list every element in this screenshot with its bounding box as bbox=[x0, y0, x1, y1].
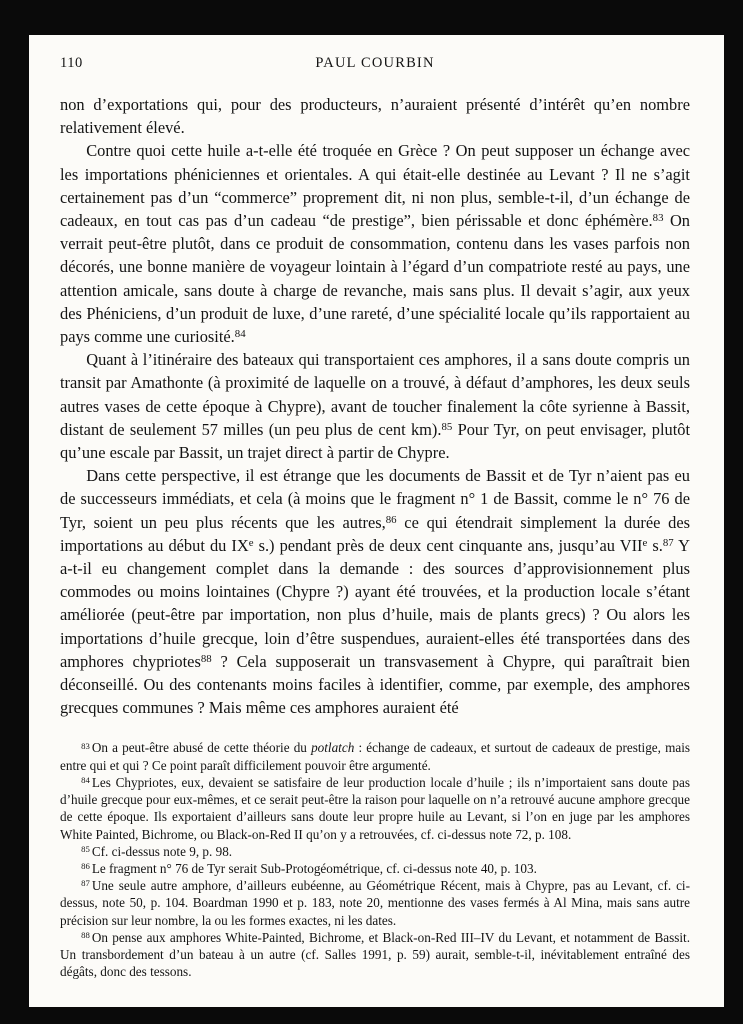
footnote-ref: 88 bbox=[200, 653, 212, 666]
text-run: On pense aux amphores White-Painted, Bichrome, et Black-on-Red III–IV du Levant, et notamment de Bassit. Un transbordement d’un bateau à un autre (cf. Salles 1991, p. 59) aurait, semble-t-il, inévitablement entraîné des dégâts, donc des tessons. bbox=[60, 929, 690, 980]
text-run: Dans cette perspective, il est étrange que les documents de Bassit et de Tyr n’aient pas eu de successeurs immédiats, et cela (à moins que le fragment n° 1 de Bassit, comme le n° 76 de Tyr, soient un peu plus récents que les autres, bbox=[60, 466, 690, 532]
document-page bbox=[29, 35, 724, 1007]
footnote bbox=[60, 929, 690, 981]
text-run: s. bbox=[647, 535, 663, 555]
text-run: ce qui étendrait simplement la durée des importations au début du IX bbox=[60, 512, 690, 555]
text-run: non d’exportations qui, pour des producteurs, n’auraient présenté d’intérêt qu’en nombre relativement élevé. bbox=[60, 95, 690, 138]
text-run: Une seule autre amphore, d’ailleurs eubéenne, au Géométrique Récent, mais à Chypre, pas au Levant, cf. ci-dessus, note 50, p. 104. Boardman 1990 et p. 183, note 20, mentionne des vases fermés à Al Mina, mais sans autre précision sur leur nombre, la ou les formes exactes, ni les dates. bbox=[60, 878, 690, 928]
text-run: On verrait peut-être plutôt, dans ce produit de consommation, contenu dans les vases parfois non décorés, une bonne manière de voyageur lointain à l’égard d’un compatriote resté au pays, une attention amicale, sans doute à charge de revanche, mais sans plus. Il devait s’agir, aux yeux des Phéniciens, d’un produit de luxe, d’une rareté, d’une spécialité locale qu’ils rapportaient au pays comme une curiosité. bbox=[60, 211, 690, 347]
footnote-ref: 84 bbox=[234, 328, 246, 341]
footnote-ref: 85 bbox=[81, 843, 90, 854]
body-paragraph bbox=[60, 464, 690, 719]
footnote-ref: 87 bbox=[662, 537, 674, 549]
italic-text: potlatch bbox=[311, 740, 355, 756]
footnote-ref: 88 bbox=[81, 929, 90, 940]
footnote-ref: 83 bbox=[81, 740, 90, 751]
text-run: Pour Tyr, on peut envisager, plutôt qu’une escale par Bassit, un trajet direct à partir de Chypre. bbox=[60, 419, 690, 463]
footnote-ref: 87 bbox=[81, 878, 90, 889]
text-run: Y a-t-il eu changement complet dans la demande : des sources d’approvisionnement plus commodes ou moins lointaines (Chypre ?) ayant été trouvées, et la production locale s’étant améliorée (peut-être par importation, non plus d’huile, mais de plants grecs) ? Ou alors les importations d’huile grecque, loin d’être suspendues, auraient-elles été transportées dans des amphores chypriotes bbox=[60, 535, 690, 671]
text-run: s.) pendant près de deux cent cinquante ans, jusqu’au VII bbox=[253, 535, 643, 555]
footnote-ref: e bbox=[642, 537, 648, 549]
footnotes-section bbox=[60, 739, 690, 980]
running-header bbox=[60, 55, 690, 77]
footnote bbox=[60, 860, 690, 877]
text-run: Les Chypriotes, eux, devaient se satisfaire de leur production locale d’huile ; ils n’importaient sans doute pas d’huile grecque pour eux-mêmes, et ce serait peut-être la raison pour laquelle on n’a retrouvé aucune amphore grecque de cette époque. Ils exportaient d’ailleurs sans doute leur propre huile au Levant, si l’on en juge par les amphores White Painted, Bichrome, ou Black-on-Red II qu’on y a retrouvées, cf. ci-dessus note 72, p. 108. bbox=[60, 774, 690, 842]
footnote bbox=[60, 739, 690, 773]
footnote bbox=[60, 843, 690, 860]
body-paragraph bbox=[60, 139, 690, 348]
text-run: Quant à l’itinéraire des bateaux qui transportaient ces amphores, il a sans doute compris un transit par Amathonte (à proximité de laquelle on a trouvé, à défaut d’amphores, les deux seuls autres vases de cette époque à Chypre), avant de toucher finalement la côte syrienne à Bassit, distant de seulement 57 milles (un peu plus de cent km). bbox=[60, 350, 690, 439]
footnote-ref: 86 bbox=[385, 513, 397, 526]
text-run: Le fragment n° 76 de Tyr serait Sub-Protogéométrique, cf. ci-dessus note 40, p. 103. bbox=[91, 860, 537, 876]
page-number: 110 bbox=[60, 55, 83, 71]
body-paragraph bbox=[60, 348, 690, 464]
footnote bbox=[60, 774, 690, 843]
text-run: On a peut-être abusé de cette théorie du bbox=[91, 740, 312, 756]
footnote-ref: 84 bbox=[81, 774, 90, 785]
footnote-ref: 85 bbox=[441, 420, 453, 433]
body-text bbox=[60, 93, 690, 719]
text-run: : échange de cadeaux, et surtout de cadeaux de prestige, mais entre qui et qui ? Ce point paraît difficilement pouvoir être argumenté. bbox=[60, 740, 690, 773]
text-run: ? Cela supposerait un transvasement à Chypre, qui paraîtrait bien déconseillé. Ou des contenants moins faciles à identifier, comme, par exemple, des amphores grecques communes ? Mais même ces amphores auraient été bbox=[60, 651, 690, 718]
text-run: Cf. ci-dessus note 9, p. 98. bbox=[91, 843, 233, 859]
footnote bbox=[60, 877, 690, 929]
footnote-ref: e bbox=[248, 537, 254, 549]
footnote-ref: 86 bbox=[81, 861, 90, 871]
footnote-ref: 83 bbox=[652, 212, 664, 225]
running-head-title: PAUL COURBIN bbox=[315, 55, 435, 71]
text-run: Contre quoi cette huile a-t-elle été troquée en Grèce ? On peut supposer un échange avec les importations phéniciennes et orientales. A qui était-elle destinée au Levant ? Il ne s’agit certainement pas d’un “commerce” proprement dit, ni non plus, semble-t-il, d’un échange de cadeaux, en tout cas pas d’un cadeau “de prestige”, bien périssable et donc éphémère. bbox=[60, 141, 690, 231]
body-paragraph bbox=[60, 93, 690, 139]
